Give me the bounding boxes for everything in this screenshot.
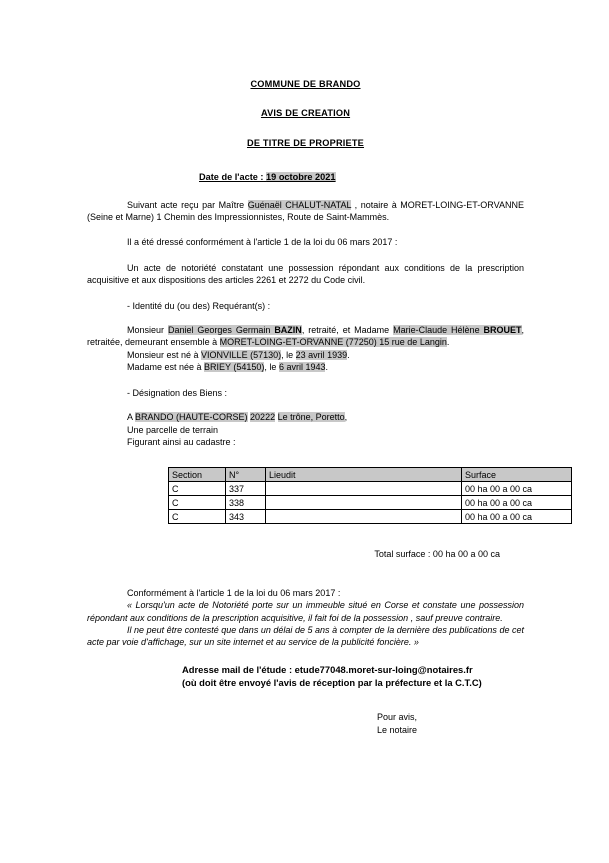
date-value: 19 octobre 2021 xyxy=(266,172,336,183)
document-body xyxy=(87,78,533,736)
table-header-row xyxy=(169,468,572,482)
cell-surface: 00 ha 00 a 00 ca xyxy=(462,496,572,510)
requerant-residence-street: 15 rue de Langin xyxy=(376,337,447,348)
heading-commune: COMMUNE DE BRANDO xyxy=(250,79,361,89)
requerant-madame-surname: BROUET xyxy=(483,325,522,336)
cell-surface: 00 ha 00 a 00 ca xyxy=(462,482,572,496)
heading-avis: AVIS DE CREATION xyxy=(260,108,351,119)
biens-locality: Le trône, Poretto xyxy=(277,412,345,423)
requerant-residence-city: MORET-LOING-ET-ORVANNE (77250) xyxy=(219,337,377,348)
signature-block xyxy=(87,711,524,736)
paragraph-acte-recu xyxy=(87,199,524,224)
cell-lieudit xyxy=(266,510,462,524)
email-block xyxy=(87,664,524,690)
email-address-line: Adresse mail de l'étude : etude77048.moret-sur-loing@notaires.fr xyxy=(182,663,473,675)
signature-le-notaire: Le notaire xyxy=(377,724,418,735)
requerant-monsieur-status: , retraité, et Madame xyxy=(301,325,394,336)
monsieur-birth-date: 23 avril 1939 xyxy=(295,349,348,360)
requerant-monsieur-firstnames: Daniel Georges Germain xyxy=(167,325,275,336)
madame-birth-line: Madame est née à BRIEY (54150), le 6 avril 1943. xyxy=(127,362,328,373)
signature-pour-avis: Pour avis, xyxy=(377,712,418,723)
madame-birth-date: 6 avril 1943 xyxy=(278,362,326,373)
cell-surface: 00 ha 00 a 00 ca xyxy=(462,510,572,524)
cell-section: C xyxy=(169,510,226,524)
acte-prefix: Suivant acte reçu par Maître xyxy=(127,199,248,210)
date-line xyxy=(87,171,524,183)
column-header-numero: N° xyxy=(226,468,266,482)
biens-address-line: A BRANDO (HAUTE-CORSE) 20222 Le trône, Poretto, xyxy=(127,412,348,423)
requerant-monsieur-surname: BAZIN xyxy=(274,325,302,336)
notary-name: Guénaël CHALUT-NATAL xyxy=(247,199,352,210)
biens-postcode: 20222 xyxy=(250,412,276,423)
biens-cadastre-line: Figurant ainsi au cadastre : xyxy=(127,436,236,447)
requerant-monsieur-prefix: Monsieur xyxy=(127,325,168,336)
paragraph-dresse: Il a été dressé conformément à l'article 1 de la loi du 06 mars 2017 : xyxy=(127,237,398,248)
cell-numero: 338 xyxy=(226,496,266,510)
acte-suffix: , notaire à MORET-LOING-ET-ORVANNE (Seine et Marne) 1 Chemin des Impressionnistes, Route de Saint-Mammès. xyxy=(87,199,524,223)
requerant-madame-firstnames: Marie-Claude Hélène xyxy=(393,325,484,336)
email-note-line: (où doit être envoyé l'avis de réception par la préfecture et la C.T.C) xyxy=(182,676,482,688)
monsieur-birth-line: Monsieur est né à VIONVILLE (57130), le 23 avril 1939. xyxy=(127,349,350,360)
column-header-section: Section xyxy=(169,468,226,482)
heading-titre: DE TITRE DE PROPRIETE xyxy=(246,137,365,148)
madame-birth-place: BRIEY (54150) xyxy=(204,362,265,373)
requerant-madame-status: , retraitée, demeurant ensemble à xyxy=(87,325,525,348)
date-label: Date de l'acte : xyxy=(199,172,264,183)
requerant-line-end: . xyxy=(446,337,450,348)
biens-parcelle-line: Une parcelle de terrain xyxy=(127,424,219,435)
cell-section: C xyxy=(169,496,226,510)
paragraph-requerants xyxy=(87,324,524,349)
monsieur-birth-place: VIONVILLE (57130) xyxy=(201,349,282,360)
legal-quote-second: Il ne peut être contesté que dans un délai de 5 ans à compter de la dernière des publications de cet acte par voie d'affichage, sur un site internet et au service de la publicité foncière. » xyxy=(87,624,524,648)
paragraph-notoriete: Un acte de notoriété constatant une possession répondant aux conditions de la prescription acquisitive et aux dispositions des articles 2261 et 2272 du Code civil. xyxy=(87,262,524,286)
column-header-surface: Surface xyxy=(462,468,572,482)
column-header-lieudit: Lieudit xyxy=(266,468,462,482)
table-row xyxy=(169,496,572,510)
section-biens-label: - Désignation des Biens : xyxy=(127,387,228,398)
biens-commune: BRANDO (HAUTE-CORSE) xyxy=(135,412,248,423)
total-surface-line: Total surface : 00 ha 00 a 00 ca xyxy=(374,549,500,560)
cell-section: C xyxy=(169,482,226,496)
cell-lieudit xyxy=(266,496,462,510)
section-identite-label: - Identité du (ou des) Requérant(s) : xyxy=(127,300,271,311)
table-row xyxy=(169,482,572,496)
table-row xyxy=(169,510,572,524)
legal-quote-first: « Lorsqu'un acte de Notoriété porte sur un immeuble situé en Corse et constate une possession répondant aux conditions de la prescription acquisitive, il fait foi de la possession , sauf preuve contraire. xyxy=(87,600,524,623)
cell-numero: 337 xyxy=(226,482,266,496)
cell-numero: 343 xyxy=(226,510,266,524)
paragraph-conformement: Conformément à l'article 1 de la loi du 06 mars 2017 : xyxy=(127,587,341,598)
cell-lieudit xyxy=(266,482,462,496)
cadastre-table xyxy=(168,467,572,524)
